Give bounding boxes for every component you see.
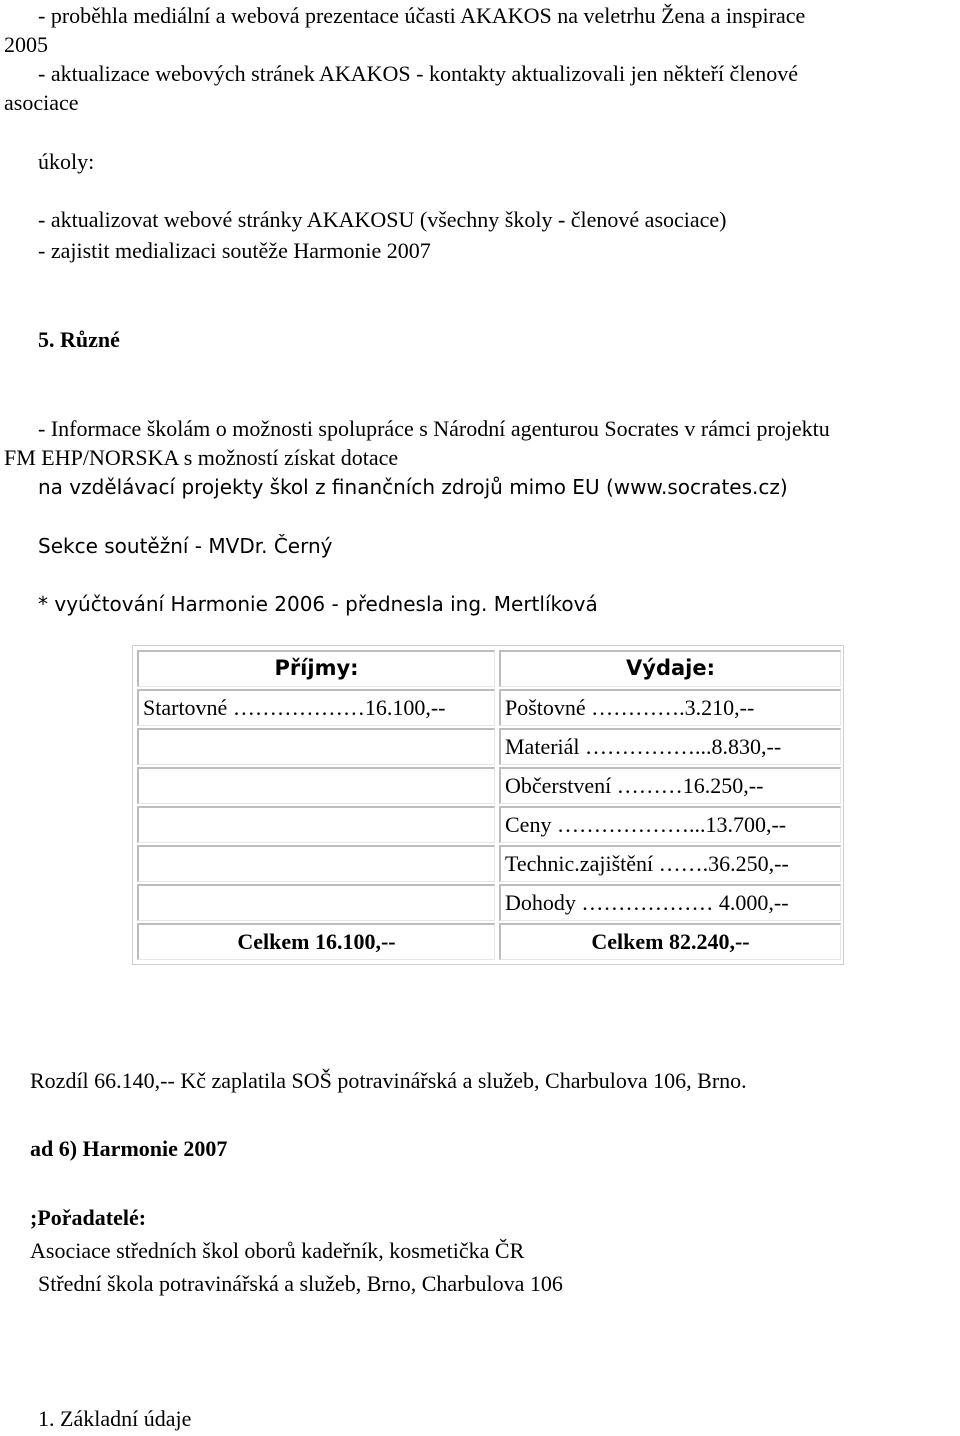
ukoly-item: - zajistit medializaci soutěže Harmonie 2007 xyxy=(38,238,431,263)
income-cell: Startovné ………………16.100,-- xyxy=(137,689,495,726)
bullet-line-year: 2005 xyxy=(4,32,48,57)
finance-table xyxy=(132,645,844,965)
bullet-line-aktualizace: - aktualizace webových stránek AKAKOS - kontakty aktualizovali jen někteří členové xyxy=(38,61,798,86)
expense-cell: Občerstvení ………16.250,-- xyxy=(499,767,841,804)
ad6-title: ad 6) Harmonie 2007 xyxy=(30,1136,228,1161)
income-cell-empty xyxy=(137,767,495,804)
income-cell-empty xyxy=(137,806,495,843)
bullet-line-asociace: asociace xyxy=(4,90,79,115)
info-line: FM EHP/NORSKA s možností získat dotace xyxy=(4,445,399,470)
income-cell-empty xyxy=(137,728,495,765)
ukoly-heading: úkoly: xyxy=(38,149,95,174)
poradatele-heading: ;Pořadatelé: xyxy=(30,1205,147,1230)
income-header: Příjmy: xyxy=(137,650,495,687)
rozdil-line: Rozdíl 66.140,-- Kč zaplatila SOŠ potravinářská a služeb, Charbulova 106, Brno. xyxy=(30,1068,747,1093)
zakladni-udaje-heading: 1. Základní údaje xyxy=(38,1406,192,1431)
expense-cell: Ceny ………………...13.700,-- xyxy=(499,806,841,843)
bullet-line-prezentace: - proběhla mediální a webová prezentace účasti AKAKOS na veletrhu Žena a inspirace xyxy=(38,3,806,28)
section-5-title: 5. Různé xyxy=(38,327,120,352)
expense-cell: Technic.zajištění …….36.250,-- xyxy=(499,845,841,882)
expense-total: Celkem 82.240,-- xyxy=(499,923,841,960)
income-cell-empty xyxy=(137,884,495,921)
expense-cell: Dohody ……………… 4.000,-- xyxy=(499,884,841,921)
info-line: na vzdělávací projekty škol z finančních zdrojů mimo EU (www.socrates.cz) xyxy=(38,475,788,499)
income-cell-empty xyxy=(137,845,495,882)
expense-cell: Materiál ……………...8.830,-- xyxy=(499,728,841,765)
poradatel-item: Asociace středních škol oborů kadeřník, kosmetička ČR xyxy=(30,1238,525,1263)
sekce-line: Sekce soutěžní - MVDr. Černý xyxy=(38,534,333,558)
expense-cell: Poštovné ………….3.210,-- xyxy=(499,689,841,726)
ukoly-item: - aktualizovat webové stránky AKAKOSU (všechny školy - členové asociace) xyxy=(38,207,727,232)
info-line: - Informace školám o možnosti spolupráce s Národní agenturou Socrates v rámci projektu xyxy=(38,416,830,441)
vyuctovani-line: * vyúčtování Harmonie 2006 - přednesla ing. Mertlíková xyxy=(38,592,598,616)
poradatel-item: Střední škola potravinářská a služeb, Brno, Charbulova 106 xyxy=(38,1271,563,1296)
expense-header: Výdaje: xyxy=(499,650,841,687)
income-total: Celkem 16.100,-- xyxy=(137,923,495,960)
